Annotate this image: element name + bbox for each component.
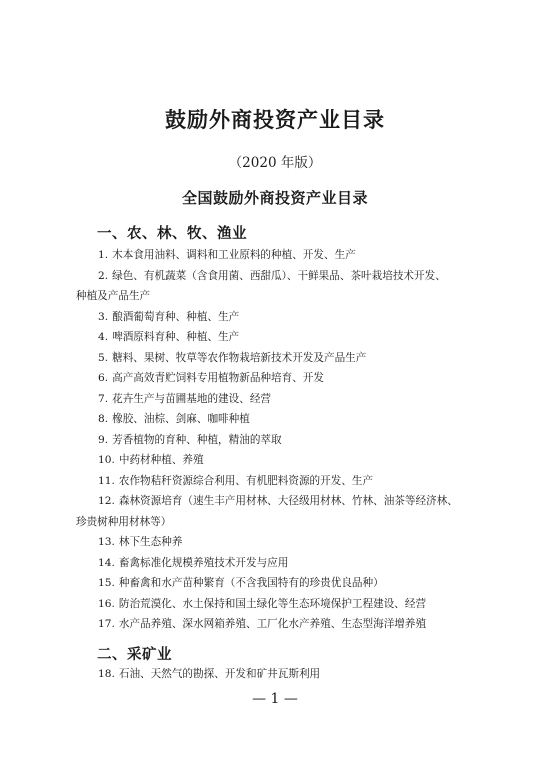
list-item (76, 327, 486, 348)
item-number: 12. (98, 495, 115, 507)
item-number: 8. (98, 413, 109, 425)
list-item (76, 245, 486, 266)
item-first-line (76, 614, 486, 635)
item-number: 11. (98, 474, 115, 487)
list-item (76, 614, 486, 635)
item-list-agriculture (76, 245, 486, 635)
item-text: 芳香植物的育种、种植，精油的萃取 (112, 433, 282, 446)
item-text: 绿色、有机蔬菜（含食用菌、西甜瓜）、干鲜果品、茶叶栽培技术开发、 (112, 269, 446, 282)
item-continuation-line: 种植及产品生产 (76, 290, 151, 302)
item-text: 水产品养殖、深水网箱养殖、工厂化水产养殖、生态型海洋增养殖 (118, 618, 427, 630)
list-item (76, 409, 486, 430)
item-number: 1. (98, 249, 109, 261)
list-item (76, 532, 486, 553)
item-first-line (76, 471, 486, 492)
item-number: 16. (98, 597, 115, 610)
list-item (76, 664, 486, 685)
item-text: 中药材种植、养殖 (118, 454, 204, 466)
section-heading-mining: 二、采矿业 (97, 647, 172, 663)
item-number: 2. (98, 269, 109, 282)
item-number: 13. (98, 536, 115, 548)
item-text: 畜禽标准化规模养殖技术开发与应用 (118, 556, 289, 569)
list-item (76, 368, 486, 389)
item-first-line (76, 266, 486, 287)
item-text: 花卉生产与苗圃基地的建设、经营 (112, 392, 272, 405)
edition-label: （2020 年版） (228, 155, 322, 171)
list-item (76, 553, 486, 574)
item-first-line (76, 430, 486, 451)
item-first-line (76, 307, 486, 328)
item-number: 6. (98, 372, 109, 384)
item-text: 橡胶、油棕、剑麻、咖啡种植 (112, 413, 250, 425)
item-first-line (76, 594, 486, 615)
item-first-line (76, 368, 486, 389)
item-number: 5. (98, 351, 109, 364)
item-text: 农作物秸秆资源综合利用、有机肥料资源的开发、生产 (118, 474, 374, 487)
item-text: 木本食用油料、调料和工业原料的种植、开发、生产 (112, 249, 356, 261)
item-list-mining (76, 664, 486, 685)
catalog-subtitle: 全国鼓励外商投资产业目录 (181, 189, 368, 207)
item-first-line (76, 450, 486, 471)
item-first-line (76, 553, 486, 574)
page-title: 鼓励外商投资产业目录 (165, 107, 385, 132)
item-first-line (76, 491, 486, 512)
list-item (76, 471, 486, 492)
item-number: 4. (98, 331, 109, 343)
item-first-line (76, 664, 486, 685)
item-text: 防治荒漠化、水土保持和国土绿化等生态环境保护工程建设、经营 (118, 597, 427, 610)
item-text: 高产高效青贮饲料专用植物新品种培育、开发 (112, 372, 324, 384)
item-text: 糖料、果树、牧草等农作物栽培新技术开发及产品生产 (112, 351, 367, 364)
item-first-line (76, 409, 486, 430)
list-item (76, 491, 486, 532)
page-number: — 1 — (252, 691, 298, 707)
item-number: 9. (98, 433, 109, 446)
item-text: 酿酒葡萄育种、种植、生产 (112, 310, 240, 323)
section-heading-agriculture: 一、农、林、牧、渔业 (97, 226, 247, 242)
list-item (76, 594, 486, 615)
item-number: 15. (98, 577, 115, 589)
item-first-line (76, 348, 486, 369)
item-first-line (76, 389, 486, 410)
item-text: 啤酒原料育种、种植、生产 (112, 331, 240, 343)
list-item (76, 307, 486, 328)
item-continuation-line: 珍贵树种用材林等） (76, 515, 172, 528)
item-number: 3. (98, 310, 109, 323)
item-first-line (76, 573, 486, 594)
item-number: 10. (98, 454, 115, 466)
list-item (76, 573, 486, 594)
item-number: 7. (98, 392, 109, 405)
item-text: 森林资源培育（速生丰产用材林、大径级用材林、竹林、油茶等经济林、 (118, 495, 458, 507)
item-number: 17. (98, 618, 115, 630)
list-item (76, 389, 486, 410)
list-item (76, 348, 486, 369)
item-first-line (76, 532, 486, 553)
list-item (76, 266, 486, 307)
item-text: 种畜禽和水产苗种繁育（不含我国特有的珍贵优良品种） (118, 577, 384, 589)
list-item (76, 430, 486, 451)
item-text: 石油、天然气的勘探、开发和矿井瓦斯利用 (118, 668, 321, 680)
item-first-line (76, 327, 486, 348)
item-text: 林下生态种养 (118, 536, 183, 548)
list-item (76, 450, 486, 471)
item-number: 18. (98, 668, 115, 680)
item-first-line (76, 245, 486, 266)
item-number: 14. (98, 556, 115, 569)
